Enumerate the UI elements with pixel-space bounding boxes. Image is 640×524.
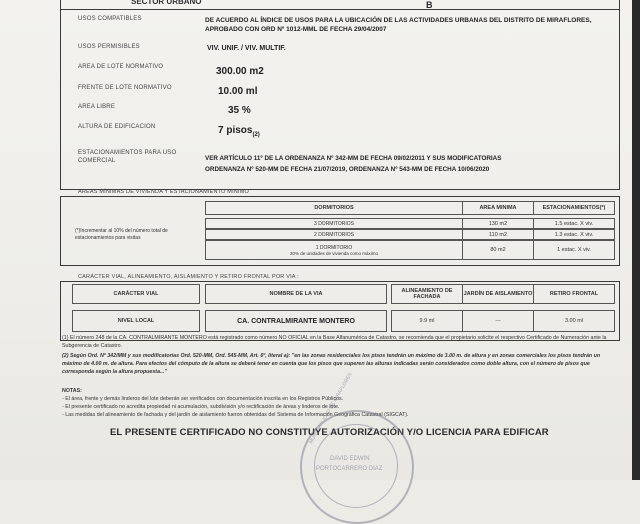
notes-item-3: - Las medidas del alineamiento de fachada y del jardín de aislamiento fueron obtenidas del Sistema de Información Geográfica Catastral (SIGCAT). [62,412,409,418]
row-value-altura [218,125,260,138]
row-label-usos-permisibles: USOS PERMISIBLES [78,44,140,50]
min-areas-area-3: 130 m2 [462,218,534,229]
notes-title: NOTAS: [62,388,82,394]
row-label-area-lote: AREA DE LOTE NORMATIVO [78,64,164,70]
altura-footnote-ref: (2) [252,132,260,138]
min-areas-header-est: ESTACIONAMIENTOS(*) [533,201,615,215]
vial-header-caracter: CARÁCTER VIAL [72,284,200,304]
vial-title: CARÁCTER VIAL, ALINEAMIENTO, AISLAMIENTO Y RETIRO FRONTAL POR VIA : [78,274,299,280]
min-areas-title: AREAS MÍNIMAS DE VIVIENDA Y ESTACIONAMIENTO MINIMO [78,189,249,195]
row-value-frente-lote: 10.00 ml [218,86,258,97]
row-label-usos-compatibles: USOS COMPATIBLES [78,16,142,22]
row-label-frente-lote: FRENTE DE LOTE NORMATIVO [78,85,172,91]
min-areas-header-dorm: DORMITORIOS [205,201,463,215]
row-label-area-libre: AREA LIBRE [78,104,116,110]
municipal-stamp [300,371,414,524]
min-areas-note: (*)Incrementar al 10% del número total de estacionamientos para visitas [75,228,168,241]
vial-header-jardin: JARDÍN DE AISLAMIENTO [462,284,534,304]
vial-cell-caracter: NIVEL LOCAL [72,310,200,332]
min-areas-dorm-1 [205,240,463,260]
row-value-area-lote: 300.00 m2 [216,66,264,77]
min-areas-est-3: 1.5 estac. X viv. [533,218,615,229]
zone-title: SECTOR URBANO [131,0,202,6]
stamp-name-1: DAVID EDWIN [330,456,370,462]
min-areas-area-1: 80 m2 [462,240,534,260]
vial-header-nombre: NOMBRE DE LA VIA [205,284,387,304]
vial-header-retiro: RETIRO FRONTAL [533,284,615,304]
vial-cell-alineamiento: 9.9 ml [391,310,463,332]
vial-cell-jardin: --- [462,310,534,332]
right-edge-shadow [632,0,640,480]
row-value-usos-compatibles: DE ACUERDO AL ÍNDICE DE USOS PARA LA UBICACIÓN DE LAS ACTIVIDADES URBANAS DEL DISTRITO DE MIRAFLORES, APROBADO CON ORD Nº 1012-MML DE FECHA 29/04/2007 [205,17,592,33]
parking-label: ESTACIONAMIENTOS PARA USO COMERCIAL [78,150,177,164]
min-areas-est-1: 1 estac. X viv. [533,240,615,260]
min-areas-est-2: 1.3 estac. X viv. [533,229,615,240]
row-value-usos-permisibles: VIV. UNIF. / VIV. MULTIF. [207,45,286,52]
header-box [60,0,620,10]
footnote-2: (2) Según Ord. Nº 342/MM y sus modificatorias Ord. 520-MM, Ord. 545-MM, Art. 6º, literal a): "en las zonas residenciales los pisos tendrán un máximo de 3.00 m. de altura y en zonas comerciales los pisos tendrán un máximo de 4.00 m. de altura. Para efectos del cómputo de la altura se deberá tener en cuenta que los pisos que superen las alturas indicadas serán considerados como doble altura, con el número de pisos que corresponda según la altura propuesta..." [62,353,601,375]
parking-line2: ORDENANZA Nº 520-MM DE FECHA 21/07/2019, ORDENANZA Nº 543-MM DE FECHA 10/06/2020 [205,166,490,173]
min-areas-dorm-1-label: 1 DORMITORIO [315,244,353,251]
parking-line1: VER ARTÍCULO 11º DE LA ORDENANZA Nº 342-MM DE FECHA 09/02/2011 Y SUS MODIFICATORIAS [205,155,502,162]
notes-item-1: - El área, frente y demás linderos del lote deberán ser verificados con documentación inscrita en los Registros Públicos. [62,396,344,402]
vial-header-alineamiento: ALINEAMIENTO DE FACHADA [391,284,463,304]
notes-item-2: - El presente certificado no acredita propiedad ni acumulación, subdivisión y/o rectificación de áreas y linderos de lote. [62,404,340,410]
row-value-area-libre: 35 % [228,105,251,116]
vial-cell-nombre: CA. CONTRALMIRANTE MONTERO [205,310,387,332]
min-areas-dorm-2: 2 DORMITORIOS [205,229,463,240]
min-areas-area-2: 110 m2 [462,229,534,240]
min-areas-dorm-1-sub: 30% de unidades de vivienda como máximo [289,250,379,256]
row-label-altura: ALTURA DE EDIFICACION [78,124,156,130]
footnote-1: (1) El número 248 de la CA. CONTRALMIRANTE MONTERO está registrado como número NO OFICIAL en la Base Alfanumérica de Catastro, se recomienda que el propietario solicite el respectivo Certificado de Numeración ante la Subgerencia de Catastro. [62,335,607,349]
stamp-ring-text: MUNICIPALIDAD DE MIRAFLORES [308,371,354,445]
altura-value-text: 7 pisos [218,125,253,136]
disclaimer: EL PRESENTE CERTIFICADO NO CONSTITUYE AUTORIZACIÓN Y/O LICENCIA PARA EDIFICAR [110,427,549,438]
min-areas-header-area: AREA MINIMA [462,201,534,215]
stamp-name-2: PORTOCARRERO DIAZ [316,466,383,472]
vial-cell-retiro: 3.00 ml [533,310,615,332]
min-areas-dorm-3: 3 DORMITORIOS [205,218,463,229]
zone-letter: B [426,0,433,10]
